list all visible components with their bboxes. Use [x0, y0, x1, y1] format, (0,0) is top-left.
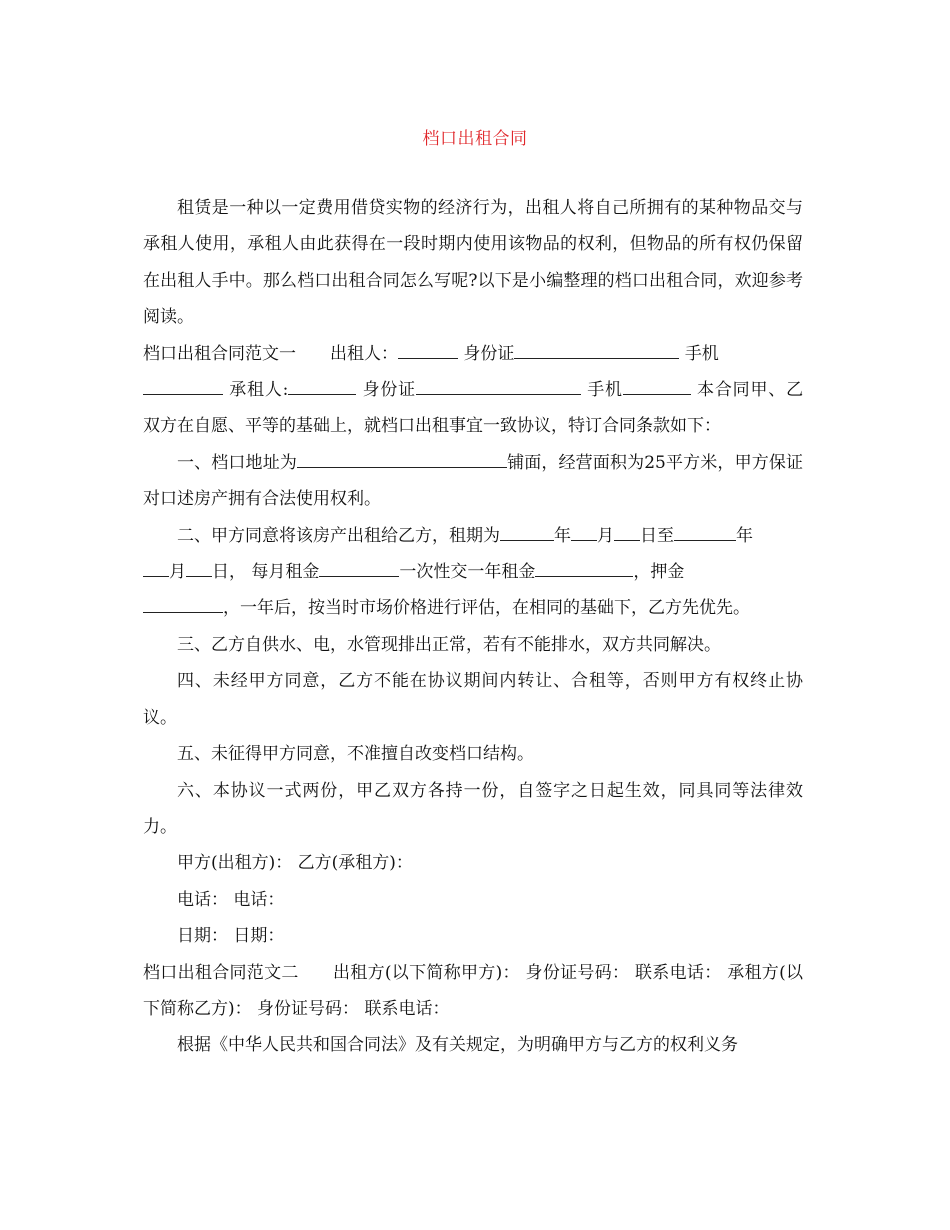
lessor-phone-blank — [143, 374, 223, 395]
preamble-text: 甲、乙双方在自愿、平等的基础上，就档口出租事宜一致协议，特订合同条款如下： — [143, 380, 804, 437]
clause2-end: ，一年后，按当时市场价格进行评估，在相同的基础下，乙方先优先。 — [223, 598, 750, 619]
rent-once-label: 一次性交一年租金 — [399, 562, 536, 583]
preamble-start: 本合同 — [697, 380, 751, 401]
end-day-label: 日， — [212, 562, 246, 583]
start-day-blank — [614, 520, 640, 541]
end-month-blank — [143, 556, 169, 577]
lessor-id-label: 身份证 — [463, 343, 515, 364]
sample2-parties-paragraph — [143, 955, 803, 1028]
annual-rent-blank — [535, 556, 633, 577]
document-title: 档口出租合同 — [422, 129, 528, 149]
lessee-phone-blank — [623, 374, 691, 395]
signature-date: 日期： 日期： — [177, 926, 285, 947]
clause-1 — [143, 445, 803, 518]
rent-label: 每月租金 — [251, 562, 320, 583]
clause-3: 三、乙方自供水、电，水管现排出正常，若有不能排水，双方共同解决。 — [177, 634, 721, 655]
lessee-id-label: 身份证 — [362, 380, 416, 401]
end-day-blank — [186, 556, 212, 577]
lessee-phone-label: 手机 — [587, 380, 623, 401]
deposit-blank — [143, 592, 223, 613]
document-body — [143, 190, 803, 1064]
sample2-heading: 档口出租合同范文二 — [143, 962, 299, 983]
sample2-parties: 出租方(以下简称甲方)： 身份证号码： 联系电话： 承租方(以下简称乙方)： 身份证号码： 联系电话： — [143, 962, 804, 1019]
end-year-blank — [674, 520, 736, 541]
signature-phone: 电话： 电话： — [177, 889, 285, 910]
intro-paragraph: 租赁是一种以一定费用借贷实物的经济行为，出租人将自己所拥有的某种物品交与承租人使用，承租人由此获得在一段时期内使用该物品的权利，但物品的所有权仍保留在出租人手中。那么档口出租合同怎么写呢?以下是小编整理的档口出租合同，欢迎参考阅读。 — [143, 198, 803, 328]
year-label: 年 — [554, 525, 571, 546]
clause-5: 五、未征得甲方同意，不准擅自改变档口结构。 — [177, 744, 534, 765]
end-month-label: 月 — [169, 562, 186, 583]
clause-6: 六、本协议一式两份，甲乙双方各持一份，自签字之日起生效，同具同等法律效力。 — [143, 780, 803, 837]
clause-2 — [143, 518, 803, 627]
lessor-label: 出租人： — [330, 343, 398, 364]
clause-4: 四、未经甲方同意，乙方不能在协议期间内转让、合租等，否则甲方有权终止协议。 — [143, 671, 803, 728]
lessee-label: 承租人: — [229, 380, 289, 401]
lessee-name-blank — [288, 374, 356, 395]
start-year-blank — [500, 520, 554, 541]
sample1-parties-paragraph — [143, 336, 803, 445]
start-month-blank — [571, 520, 597, 541]
signature-parties: 甲方(出租方)： 乙方(承租方)： — [177, 853, 413, 874]
sample2-basis: 根据《中华人民共和国合同法》及有关规定，为明确甲方与乙方的权利义务 — [177, 1035, 738, 1056]
day-to-label: 日至 — [640, 525, 674, 546]
month-label: 月 — [597, 525, 614, 546]
lessor-name-blank — [398, 338, 458, 359]
deposit-label: ，押金 — [633, 562, 685, 583]
sample1-heading: 档口出租合同范文一 — [143, 343, 296, 364]
lessor-phone-label: 手机 — [684, 343, 719, 364]
clause1-start: 一、档口地址为 — [177, 452, 297, 473]
clause2-start: 二、甲方同意将该房产出租给乙方，租期为 — [177, 525, 500, 546]
clause1-end: 铺面，经营面积为25平方米，甲方保证对口述房产拥有合法使用权利。 — [143, 452, 803, 510]
address-blank — [297, 447, 507, 468]
end-year-label: 年 — [736, 525, 753, 546]
rent-blank — [319, 556, 399, 577]
lessee-id-blank — [416, 374, 581, 395]
lessor-id-blank — [514, 338, 679, 359]
